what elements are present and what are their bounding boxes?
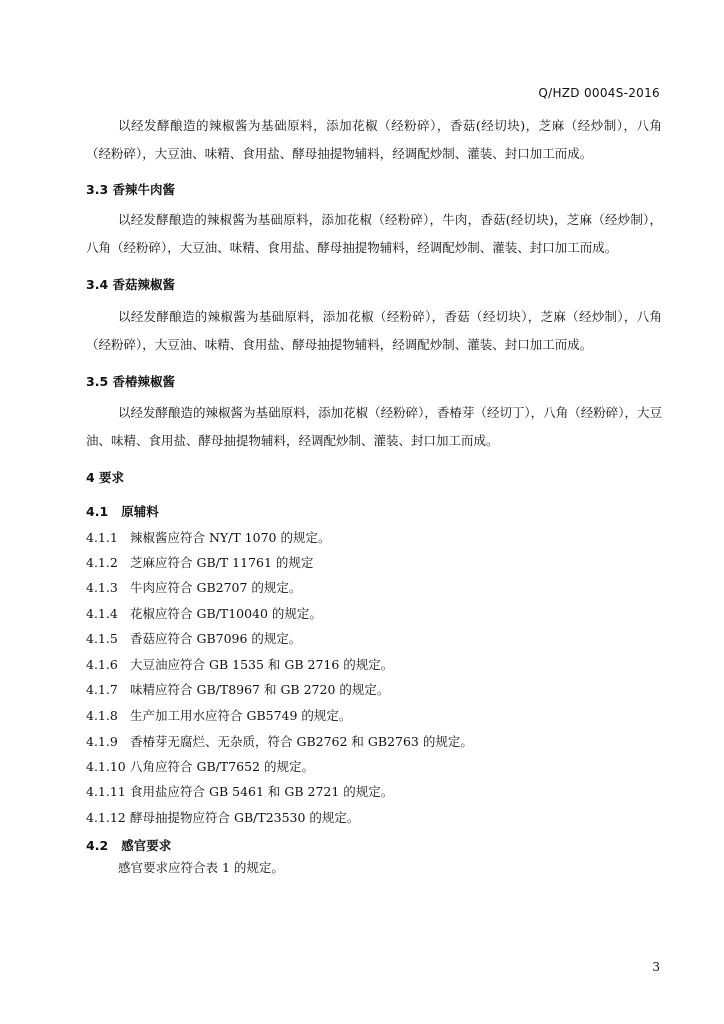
item-number: 4.1.4 bbox=[86, 606, 118, 621]
list-item bbox=[86, 732, 473, 750]
list-item bbox=[86, 808, 359, 826]
item-number: 4.1.2 bbox=[86, 555, 118, 570]
item-number: 4.1.7 bbox=[86, 682, 118, 697]
section-3-5-title: 3.5 香椿辣椒酱 bbox=[86, 374, 175, 389]
section-4-2-text: 感官要求应符合表 1 的规定。 bbox=[118, 860, 284, 875]
item-number: 4.1.9 bbox=[86, 734, 118, 749]
list-item bbox=[86, 655, 393, 673]
item-text: 香菇应符合 GB7096 的规定。 bbox=[130, 631, 302, 646]
intro-paragraph: 以经发酵酿造的辣椒酱为基础原料，添加花椒（经粉碎），香菇(经切块)，芝麻（经炒制），八角（经粉碎），大豆油、味精、食用盐、酵母抽提物辅料，经调配炒制、灌装、封口加工而成。 bbox=[86, 118, 662, 161]
item-text: 食用盐应符合 GB 5461 和 GB 2721 的规定。 bbox=[130, 784, 394, 799]
section-3-4-title: 3.4 香菇辣椒酱 bbox=[86, 277, 175, 292]
section-3-3-text: 以经发酵酿造的辣椒酱为基础原料，添加花椒（经粉碎），牛肉，香菇(经切块)，芝麻（经炒制），八角（经粉碎），大豆油、味精、食用盐、酵母抽提物辅料，经调配炒制、灌装、封口加工而成。 bbox=[86, 212, 662, 255]
page-number: 3 bbox=[652, 960, 660, 974]
item-text: 芝麻应符合 GB/T 11761 的规定 bbox=[130, 555, 314, 570]
list-item bbox=[86, 706, 351, 724]
section-3-5-text: 以经发酵酿造的辣椒酱为基础原料，添加花椒（经粉碎），香椿芽（经切丁），八角（经粉碎），大豆油、味精、食用盐、酵母抽提物辅料，经调配炒制、灌装、封口加工而成。 bbox=[86, 405, 662, 448]
item-number: 4.1.1 bbox=[86, 530, 118, 545]
item-number: 4.1.10 bbox=[86, 759, 126, 774]
item-number: 4.1.5 bbox=[86, 631, 118, 646]
item-text: 辣椒酱应符合 NY/T 1070 的规定。 bbox=[130, 530, 331, 545]
list-item bbox=[86, 782, 393, 800]
section-3-4-text: 以经发酵酿造的辣椒酱为基础原料，添加花椒（经粉碎），香菇（经切块），芝麻（经炒制），八角（经粉碎），大豆油、味精、食用盐、酵母抽提物辅料，经调配炒制、灌装、封口加工而成。 bbox=[86, 309, 662, 352]
item-number: 4.1.6 bbox=[86, 657, 118, 672]
item-text: 牛肉应符合 GB2707 的规定。 bbox=[130, 580, 302, 595]
item-text: 大豆油应符合 GB 1535 和 GB 2716 的规定。 bbox=[130, 657, 394, 672]
item-text: 酵母抽提物应符合 GB/T23530 的规定。 bbox=[130, 810, 360, 825]
list-item bbox=[86, 757, 314, 775]
list-item bbox=[86, 553, 313, 571]
list-item bbox=[86, 680, 389, 698]
item-number: 4.1.3 bbox=[86, 580, 118, 595]
section-4-title: 4 要求 bbox=[86, 470, 125, 485]
list-item bbox=[86, 578, 301, 596]
section-4-1-title: 4.1 原辅料 bbox=[86, 504, 159, 519]
item-number: 4.1.11 bbox=[86, 784, 126, 799]
list-item bbox=[86, 629, 301, 647]
list-item bbox=[86, 604, 322, 622]
section-4-2-title: 4.2 感官要求 bbox=[86, 838, 172, 853]
item-number: 4.1.12 bbox=[86, 810, 126, 825]
standard-code: Q/HZD 0004S-2016 bbox=[538, 86, 660, 100]
list-item bbox=[86, 528, 330, 546]
item-text: 香椿芽无腐烂、无杂质，符合 GB2762 和 GB2763 的规定。 bbox=[130, 734, 473, 749]
item-text: 花椒应符合 GB/T10040 的规定。 bbox=[130, 606, 322, 621]
item-text: 味精应符合 GB/T8967 和 GB 2720 的规定。 bbox=[130, 682, 390, 697]
item-text: 八角应符合 GB/T7652 的规定。 bbox=[130, 759, 314, 774]
section-3-3-title: 3.3 香辣牛肉酱 bbox=[86, 182, 175, 197]
item-text: 生产加工用水应符合 GB5749 的规定。 bbox=[130, 708, 352, 723]
item-number: 4.1.8 bbox=[86, 708, 118, 723]
